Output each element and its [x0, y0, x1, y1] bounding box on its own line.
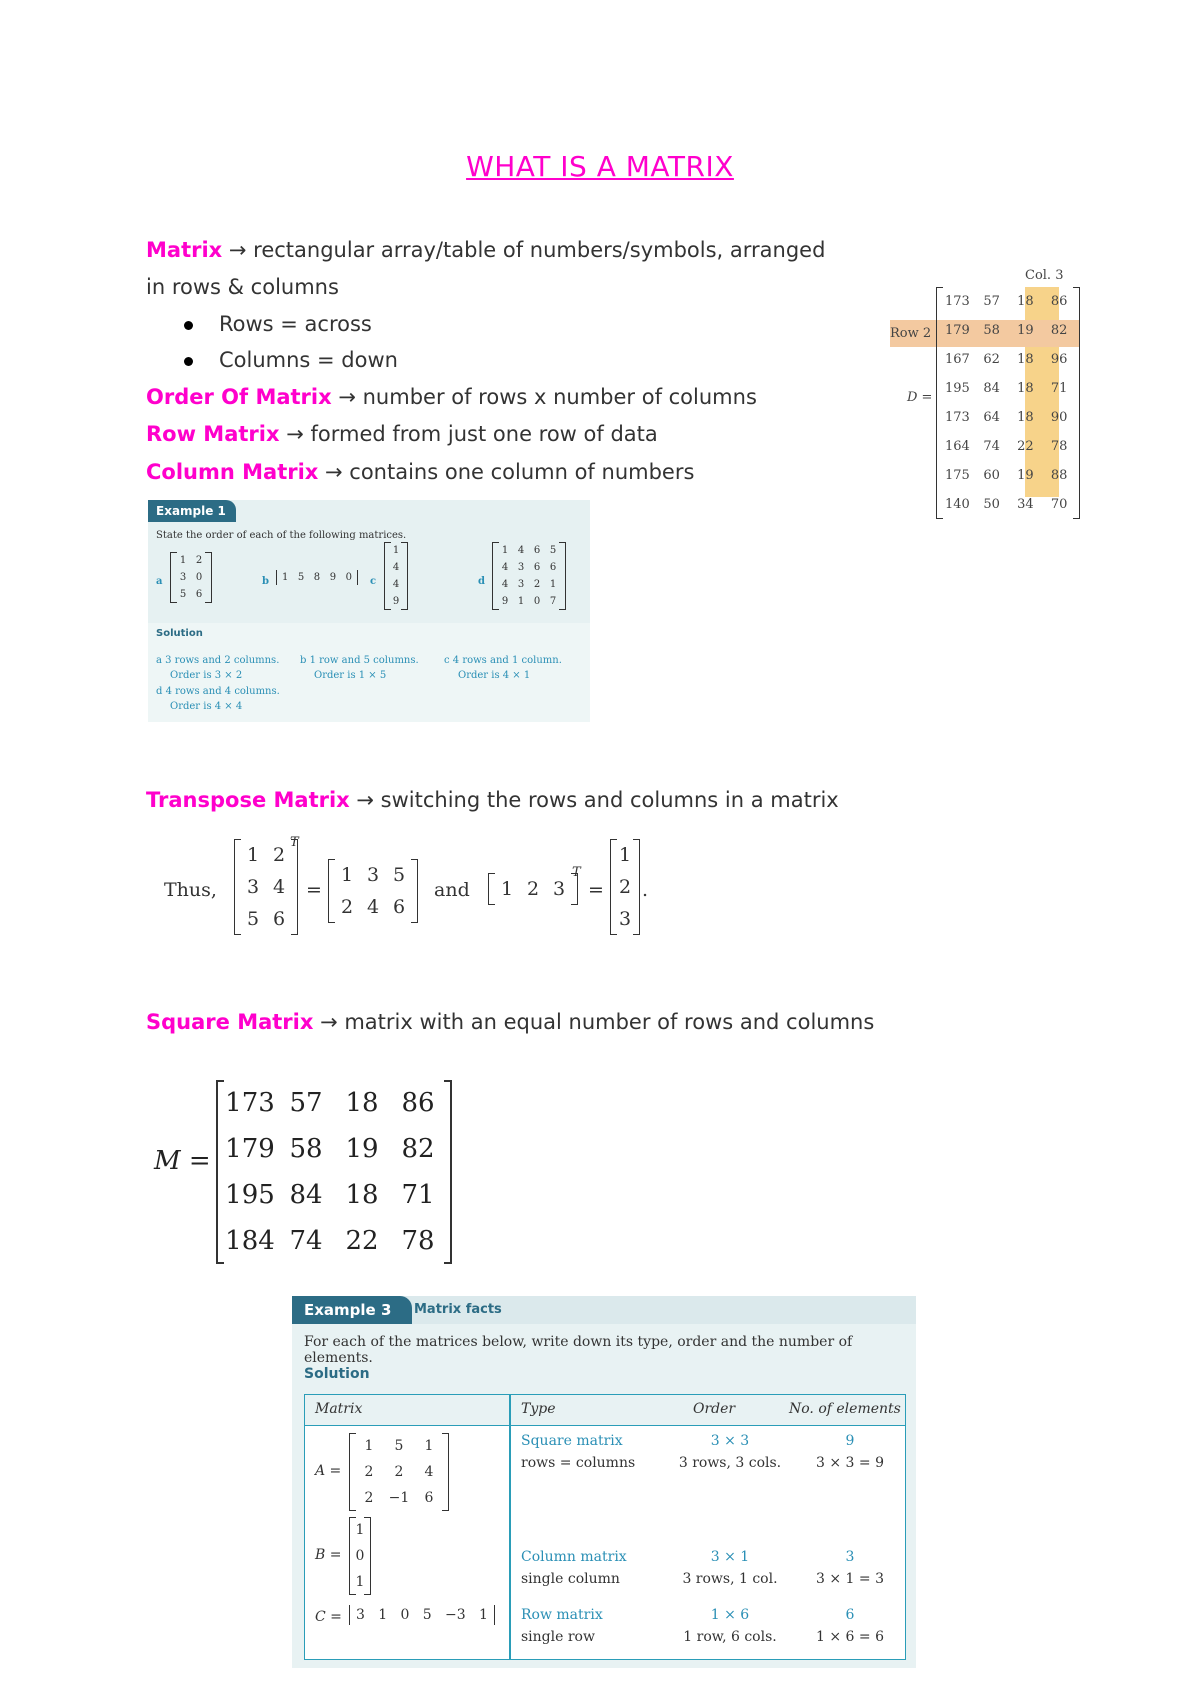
matrix-cell: 1 [355, 1522, 365, 1538]
matrix-cell: 3 [246, 876, 260, 898]
row-definition [146, 422, 658, 446]
left-bracket [384, 542, 391, 610]
matrix-cell: 0 [195, 572, 203, 583]
transpose-m3 [488, 873, 578, 905]
matrix-cell: 50 [983, 497, 1000, 512]
transpose-term: Transpose Matrix [146, 788, 350, 812]
order-term: Order Of Matrix [146, 385, 332, 409]
header-type: Type [521, 1401, 556, 1417]
matrix-cell: 4 [392, 562, 400, 573]
ex1-c-label: c [370, 576, 377, 587]
transpose-m4 [610, 839, 640, 935]
matrix-def-2: in rows & columns [146, 275, 339, 299]
matrix-cell: 88 [1050, 468, 1068, 483]
b-type: Column matrix [521, 1549, 627, 1565]
matrix-cell: 18 [345, 1180, 379, 1210]
left-bracket [936, 287, 943, 519]
matrix-cell: 90 [1050, 410, 1068, 425]
thus-label: Thus, [164, 879, 217, 901]
transpose-definition [146, 788, 839, 812]
matrix-cell: 2 [364, 1464, 374, 1480]
square-term: Square Matrix [146, 1010, 314, 1034]
right-bracket [559, 542, 566, 610]
d-matrix-figure [890, 265, 1080, 512]
matrix-cell: 4 [366, 896, 380, 918]
matrix-cell: −1 [388, 1490, 410, 1506]
transpose-sup-1: T [290, 835, 299, 850]
matrix-cell: 5 [394, 1438, 404, 1454]
matrix-cell: 19 [1017, 323, 1034, 338]
example3-table [304, 1394, 906, 1660]
matrix-cell: 18 [345, 1088, 379, 1118]
transpose-m2-table [334, 859, 412, 923]
a-elements: 9 [845, 1433, 855, 1449]
c-order: 1 × 6 [710, 1607, 750, 1623]
matrix-cell: 18 [1017, 381, 1034, 396]
matrix-row [334, 891, 412, 923]
matrix-cell: 164 [944, 439, 970, 454]
matrix-cell: 3 [366, 864, 380, 886]
ex1-matrix-a-table [175, 552, 207, 603]
right-bracket [364, 1517, 371, 1595]
m-matrix [216, 1080, 452, 1264]
ex1-sol-c-2: Order is 4 × 1 [458, 670, 531, 681]
matrix-row [222, 1126, 446, 1172]
matrix-cell: 4 [501, 579, 509, 590]
matrix-cell: 58 [289, 1134, 323, 1164]
ex1-matrix-c [384, 542, 408, 610]
and-label: and [434, 879, 470, 901]
matrix-cell: 4 [424, 1464, 434, 1480]
example1-solution [148, 623, 590, 722]
matrix-cell: 70 [1050, 497, 1068, 512]
a-matrix-table [354, 1433, 444, 1511]
matrix-cell: 9 [392, 596, 400, 607]
matrix-cell: 58 [983, 323, 1000, 338]
left-bracket [234, 839, 241, 935]
matrix-row [497, 593, 561, 610]
matrix-cell: 22 [1017, 439, 1034, 454]
transpose-m3-table [494, 873, 572, 905]
matrix-cell: 57 [983, 294, 1000, 309]
left-bracket [170, 552, 177, 603]
matrix-cell: 78 [1050, 439, 1068, 454]
matrix-row [940, 403, 1076, 432]
example3-question: For each of the matrices below, write down its type, order and the number of elements. [304, 1334, 853, 1366]
matrix-row [175, 586, 207, 603]
matrix-cell: 2 [195, 555, 203, 566]
matrix-cell: 195 [225, 1180, 275, 1210]
matrix-cell: 6 [549, 562, 557, 573]
transpose-m1-table [240, 839, 292, 935]
matrix-term: Matrix [146, 238, 223, 262]
transpose-m2 [328, 859, 418, 923]
matrix-row [940, 345, 1076, 374]
matrix-cell: 62 [983, 352, 1000, 367]
matrix-cell: 1 [549, 579, 557, 590]
matrix-def-1: → rectangular array/table of numbers/symbols, arranged [222, 238, 826, 262]
matrix-cell: 1 [355, 1574, 365, 1590]
ex1-b-label: b [262, 576, 269, 587]
matrix-cell: 2 [618, 876, 632, 898]
example3-box [292, 1296, 916, 1668]
ex1-matrix-d [492, 542, 566, 610]
m-matrix-figure [154, 1080, 454, 1260]
matrix-cell: 34 [1017, 497, 1034, 512]
matrix-cell: 173 [944, 410, 970, 425]
matrix-cell: 2 [533, 579, 541, 590]
matrix-row [175, 569, 207, 586]
c-type: Row matrix [521, 1607, 603, 1623]
matrix-cell: 1 [424, 1438, 434, 1454]
matrix-cell: 18 [1017, 410, 1034, 425]
example3-subtitle: Matrix facts [414, 1302, 502, 1317]
matrix-cell: 19 [1017, 468, 1034, 483]
bullet-rows [184, 312, 372, 336]
ex1-a-label: a [156, 576, 163, 587]
m-matrix-table [222, 1080, 446, 1264]
matrix-cell: 4 [272, 876, 286, 898]
left-bracket [349, 1433, 356, 1511]
ex1-matrix-d-table [497, 542, 561, 610]
matrix-row [494, 873, 572, 905]
right-bracket [411, 859, 418, 923]
matrix-cell: 6 [533, 562, 541, 573]
a-matrix [349, 1433, 449, 1511]
matrix-cell: 1 [246, 844, 260, 866]
matrix-cell: 3 [179, 572, 187, 583]
column-definition [146, 460, 694, 484]
col-term: Column Matrix [146, 460, 319, 484]
matrix-cell: 1 [392, 545, 400, 556]
example3-solution-label: Solution [304, 1366, 370, 1382]
matrix-cell: 2 [272, 844, 286, 866]
matrix-cell: 1 [340, 864, 354, 886]
matrix-cell: 18 [1017, 294, 1034, 309]
matrix-cell: 2 [364, 1490, 374, 1506]
matrix-cell: 4 [517, 545, 525, 556]
transpose-m1 [234, 839, 298, 935]
matrix-cell: 1 [618, 844, 632, 866]
example1-box [148, 500, 590, 722]
bullet-rows-text: Rows = across [219, 312, 372, 336]
matrix-cell: 5 [392, 864, 406, 886]
example1-question: State the order of each of the following matrices. [156, 530, 407, 541]
matrix-row [240, 871, 292, 903]
left-bracket [216, 1080, 224, 1264]
period: . [642, 879, 649, 901]
ex1-sol-a-2: Order is 3 × 2 [170, 670, 243, 681]
col3-label: Col. 3 [1025, 268, 1064, 283]
ex1-sol-a-1: a 3 rows and 2 columns. [156, 655, 280, 666]
matrix-row [940, 490, 1076, 519]
matrix-row [354, 1433, 444, 1459]
matrix-cell: 84 [983, 381, 1000, 396]
matrix-cell: 5 [179, 589, 187, 600]
left-bracket [492, 542, 499, 610]
matrix-row [222, 1218, 446, 1264]
square-definition [146, 1010, 874, 1034]
m-matrix-name: M = [154, 1146, 211, 1176]
matrix-cell: 22 [345, 1226, 379, 1256]
transpose-def: → switching the rows and columns in a matrix [349, 788, 839, 812]
matrix-cell: 64 [983, 410, 1000, 425]
matrix-cell: 71 [401, 1180, 435, 1210]
ex1-matrix-a [170, 552, 212, 603]
transpose-sup-2: T [572, 865, 581, 880]
matrix-cell: 5 [549, 545, 557, 556]
matrix-cell: 140 [944, 497, 970, 512]
matrix-cell: 74 [983, 439, 1000, 454]
right-bracket [1073, 287, 1080, 519]
d-matrix-name: D = [907, 390, 933, 405]
matrix-cell: 4 [392, 579, 400, 590]
matrix-cell: 1 [500, 878, 514, 900]
matrix-cell: 195 [944, 381, 970, 396]
matrix-row [222, 1080, 446, 1126]
matrix-row [497, 576, 561, 593]
c-matrix: 3 1 0 5 −3 1 [349, 1605, 495, 1625]
a-type: Square matrix [521, 1433, 623, 1449]
right-bracket [205, 552, 212, 603]
right-bracket [291, 839, 298, 935]
order-def: → number of rows x number of columns [331, 385, 757, 409]
matrix-row [354, 1459, 444, 1485]
matrix-cell: 6 [424, 1490, 434, 1506]
matrix-cell: 1 [364, 1438, 374, 1454]
c-elements: 6 [845, 1607, 855, 1623]
matrix-cell: 6 [392, 896, 406, 918]
a-type-2: rows = columns [521, 1455, 636, 1471]
transpose-example [146, 835, 666, 945]
d-matrix [936, 287, 1080, 519]
ex1-sol-c-1: c 4 rows and 1 column. [444, 655, 562, 666]
header-elements: No. of elements [789, 1401, 901, 1417]
matrix-cell: 7 [549, 596, 557, 607]
header-order: Order [693, 1401, 736, 1417]
a-elements-2: 3 × 3 = 9 [816, 1455, 884, 1471]
matrix-row [616, 839, 634, 871]
matrix-cell: 82 [1050, 323, 1068, 338]
ex1-sol-d-1: d 4 rows and 4 columns. [156, 686, 280, 697]
matrix-cell: 5 [246, 908, 260, 930]
ex1-sol-b-1: b 1 row and 5 columns. [300, 655, 419, 666]
ex1-matrix-b: 1 5 8 9 0 [276, 570, 358, 585]
example3-header: Example 3 [292, 1296, 412, 1324]
row-term: Row Matrix [146, 422, 280, 446]
matrix-cell: 84 [289, 1180, 323, 1210]
matrix-row [334, 859, 412, 891]
row-def: → formed from just one row of data [279, 422, 658, 446]
matrix-row [240, 903, 292, 935]
matrix-cell: 2 [340, 896, 354, 918]
bullet-columns [184, 348, 398, 372]
b-elements: 3 [845, 1549, 855, 1565]
page-title: WHAT IS A MATRIX [466, 150, 734, 183]
matrix-cell: 3 [552, 878, 566, 900]
matrix-row [940, 461, 1076, 490]
matrix-cell: 9 [501, 596, 509, 607]
ex1-solution-label: Solution [156, 628, 203, 639]
matrix-cell: 1 [179, 555, 187, 566]
example1-header: Example 1 [148, 500, 236, 522]
b-order: 3 × 1 [710, 1549, 750, 1565]
d-matrix-table [940, 287, 1076, 519]
b-type-2: single column [521, 1571, 620, 1587]
matrix-row [940, 316, 1076, 345]
equals-2: = [588, 879, 604, 901]
ex1-d-label: d [478, 576, 485, 587]
matrix-cell: 3 [517, 562, 525, 573]
a-order: 3 × 3 [710, 1433, 750, 1449]
matrix-cell: 86 [1050, 294, 1068, 309]
c-type-2: single row [521, 1629, 595, 1645]
matrix-cell: 57 [289, 1088, 323, 1118]
col-def: → contains one column of numbers [318, 460, 695, 484]
square-def: → matrix with an equal number of rows and columns [313, 1010, 875, 1034]
a-matrix-name: A = [315, 1463, 342, 1479]
matrix-definition [146, 238, 825, 262]
b-elements-2: 3 × 1 = 3 [816, 1571, 884, 1587]
a-order-2: 3 rows, 3 cols. [678, 1455, 782, 1471]
matrix-row [497, 542, 561, 559]
c-elements-2: 1 × 6 = 6 [816, 1629, 884, 1645]
matrix-cell: 184 [225, 1226, 275, 1256]
matrix-cell: 3 [517, 579, 525, 590]
table-divider [509, 1395, 511, 1659]
b-matrix-name: B = [315, 1547, 342, 1563]
matrix-cell: 2 [394, 1464, 404, 1480]
matrix-row [940, 432, 1076, 461]
b-order-2: 3 rows, 1 col. [682, 1571, 778, 1587]
matrix-cell: 179 [944, 323, 970, 338]
matrix-cell: 78 [401, 1226, 435, 1256]
matrix-cell: 4 [501, 562, 509, 573]
matrix-cell: 2 [526, 878, 540, 900]
ex1-sol-b-2: Order is 1 × 5 [314, 670, 387, 681]
matrix-row [616, 903, 634, 935]
left-bracket [328, 859, 335, 923]
matrix-cell: 179 [225, 1134, 275, 1164]
c-matrix-name: C = [315, 1609, 342, 1625]
right-bracket [633, 839, 640, 935]
order-definition [146, 385, 757, 409]
matrix-cell: 1 [501, 545, 509, 556]
right-bracket [401, 542, 408, 610]
left-bracket [610, 839, 617, 935]
c-order-2: 1 row, 6 cols. [683, 1629, 777, 1645]
matrix-cell: 82 [401, 1134, 435, 1164]
ex1-sol-d-2: Order is 4 × 4 [170, 701, 243, 712]
matrix-cell: 6 [272, 908, 286, 930]
matrix-cell: 175 [944, 468, 970, 483]
matrix-row [240, 839, 292, 871]
right-bracket [442, 1433, 449, 1511]
matrix-row [940, 287, 1076, 316]
b-matrix [349, 1517, 371, 1595]
matrix-row [354, 1485, 444, 1511]
matrix-row [940, 374, 1076, 403]
matrix-cell: 60 [983, 468, 1000, 483]
bullet-dot [184, 357, 193, 366]
matrix-cell: 1 [517, 596, 525, 607]
header-matrix: Matrix [315, 1401, 363, 1417]
matrix-cell: 173 [944, 294, 970, 309]
matrix-cell: 71 [1050, 381, 1068, 396]
left-bracket [349, 1517, 356, 1595]
matrix-cell: 19 [345, 1134, 379, 1164]
matrix-cell: 167 [944, 352, 970, 367]
matrix-cell: 86 [401, 1088, 435, 1118]
transpose-m4-table [616, 839, 634, 935]
row2-label: Row 2 [890, 326, 932, 341]
matrix-row [497, 559, 561, 576]
equals-1: = [306, 879, 322, 901]
matrix-cell: 173 [225, 1088, 275, 1118]
matrix-cell: 18 [1017, 352, 1034, 367]
right-bracket [444, 1080, 452, 1264]
matrix-row [616, 871, 634, 903]
matrix-cell: 6 [195, 589, 203, 600]
matrix-cell: 0 [355, 1548, 365, 1564]
matrix-cell: 3 [618, 908, 632, 930]
matrix-cell: 6 [533, 545, 541, 556]
bullet-dot [184, 321, 193, 330]
matrix-row [175, 552, 207, 569]
matrix-cell: 0 [533, 596, 541, 607]
matrix-cell: 96 [1050, 352, 1068, 367]
left-bracket [488, 873, 495, 905]
bullet-columns-text: Columns = down [219, 348, 398, 372]
matrix-row [222, 1172, 446, 1218]
matrix-cell: 74 [289, 1226, 323, 1256]
